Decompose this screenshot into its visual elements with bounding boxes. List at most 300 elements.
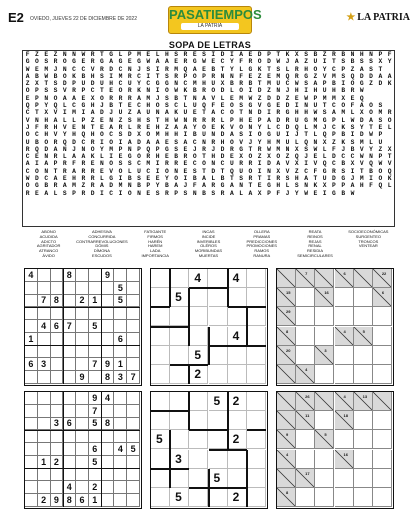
sudoku-cell[interactable]: 6 <box>25 358 38 371</box>
puzzle-cell[interactable] <box>247 269 266 288</box>
answer-cell[interactable] <box>373 450 392 469</box>
answer-cell[interactable] <box>335 430 354 449</box>
puzzle-cell[interactable] <box>247 411 266 430</box>
sudoku-cell[interactable]: 9 <box>51 494 64 507</box>
puzzle-cell[interactable] <box>209 288 228 307</box>
wordsearch-letter: C <box>146 167 151 175</box>
answer-cell[interactable] <box>354 411 373 430</box>
answer-cell[interactable] <box>296 488 315 507</box>
answer-cell[interactable] <box>296 450 315 469</box>
sudoku-cell[interactable]: 1 <box>25 333 38 346</box>
answer-cell[interactable] <box>373 346 392 365</box>
sudoku-cell[interactable] <box>114 481 127 494</box>
sudoku-cell[interactable] <box>51 282 64 295</box>
puzzle-cell[interactable] <box>170 269 189 288</box>
sudoku-cell[interactable] <box>63 405 76 418</box>
sudoku-cell[interactable] <box>51 469 64 482</box>
answer-cell[interactable] <box>354 469 373 488</box>
wordsearch-letter: E <box>229 94 234 102</box>
sudoku-cell[interactable] <box>127 333 140 346</box>
sudoku-cell[interactable] <box>102 320 115 333</box>
answer-cell[interactable] <box>296 327 315 346</box>
wordsearch-letter: O <box>229 102 234 110</box>
puzzle-cell[interactable] <box>151 450 170 469</box>
sudoku-cell[interactable] <box>63 333 76 346</box>
wordsearch-letter: T <box>155 72 160 80</box>
sudoku-cell[interactable] <box>38 371 51 384</box>
sudoku-cell[interactable] <box>25 494 38 507</box>
wordsearch-letter: S <box>341 72 346 80</box>
puzzle-cell[interactable] <box>209 346 228 365</box>
puzzle-cell[interactable] <box>170 392 189 411</box>
wordsearch-letter: R <box>25 145 30 153</box>
answer-cell[interactable] <box>373 365 392 384</box>
sudoku-cell[interactable] <box>63 392 76 405</box>
sudoku-cell[interactable]: 4 <box>25 269 38 282</box>
sudoku-cell[interactable] <box>102 346 115 359</box>
wordsearch-letter: E <box>248 116 253 124</box>
sudoku-cell[interactable]: 5 <box>114 295 127 308</box>
sudoku-cell[interactable]: 2 <box>89 481 102 494</box>
wordsearch-letter: N <box>304 182 308 190</box>
wordsearch-letter: D <box>220 87 225 95</box>
given-number: 5 <box>175 290 182 305</box>
sudoku-cell[interactable]: 1 <box>89 295 102 308</box>
sudoku-cell[interactable] <box>76 333 89 346</box>
puzzle-cell[interactable] <box>189 411 208 430</box>
sudoku-cell[interactable] <box>127 269 140 282</box>
answer-cell[interactable] <box>296 307 315 326</box>
puzzle-cell[interactable] <box>209 327 228 346</box>
sudoku-cell[interactable] <box>25 307 38 320</box>
sudoku-cell[interactable]: 5 <box>114 282 127 295</box>
sudoku-cell[interactable]: 8 <box>63 269 76 282</box>
sudoku-cell[interactable] <box>76 443 89 456</box>
sudoku-cell[interactable]: 8 <box>63 494 76 507</box>
answer-cell[interactable] <box>354 365 373 384</box>
sudoku-cell[interactable] <box>38 469 51 482</box>
wordsearch-letter: O <box>229 138 234 146</box>
sudoku-cell[interactable] <box>63 358 76 371</box>
clue-number: 4 <box>343 328 346 334</box>
puzzle-cell[interactable] <box>151 327 170 346</box>
sudoku-cell[interactable] <box>63 282 76 295</box>
sudoku-cell[interactable]: 3 <box>38 358 51 371</box>
puzzle-cell[interactable] <box>151 392 170 411</box>
answer-cell[interactable] <box>354 430 373 449</box>
sudoku-cell[interactable] <box>25 443 38 456</box>
sudoku-cell[interactable] <box>51 430 64 443</box>
sudoku-cell[interactable] <box>25 456 38 469</box>
sudoku-cell[interactable] <box>127 358 140 371</box>
sudoku-cell[interactable] <box>102 295 115 308</box>
sudoku-cell[interactable] <box>63 456 76 469</box>
sudoku-cell[interactable] <box>51 481 64 494</box>
answer-cell[interactable] <box>335 346 354 365</box>
sudoku-cell[interactable] <box>114 307 127 320</box>
wordsearch-letter: U <box>202 131 206 139</box>
sudoku-cell[interactable] <box>38 307 51 320</box>
wordsearch-letter: C <box>332 123 336 131</box>
sudoku-cell[interactable] <box>63 430 76 443</box>
sudoku-cell[interactable]: 5 <box>89 418 102 431</box>
puzzle-cell[interactable] <box>247 365 266 384</box>
puzzle-cell[interactable] <box>228 288 247 307</box>
wordsearch-letter: Y <box>44 102 49 110</box>
sudoku-cell[interactable]: 2 <box>76 295 89 308</box>
wordsearch-letter: B <box>35 138 39 146</box>
sudoku-cell[interactable] <box>102 494 115 507</box>
answer-cell[interactable] <box>335 307 354 326</box>
sudoku-cell[interactable] <box>102 307 115 320</box>
sudoku-cell[interactable] <box>51 392 64 405</box>
sudoku-cell[interactable] <box>76 320 89 333</box>
sudoku-cell[interactable]: 6 <box>89 443 102 456</box>
sudoku-cell[interactable]: 4 <box>102 392 115 405</box>
answer-cell[interactable] <box>373 469 392 488</box>
sudoku-cell[interactable]: 9 <box>76 371 89 384</box>
puzzle-cell[interactable] <box>151 488 170 507</box>
region-wall <box>209 345 267 347</box>
sudoku-cell[interactable] <box>89 346 102 359</box>
sudoku-cell[interactable]: 4 <box>114 443 127 456</box>
sudoku-cell[interactable] <box>51 333 64 346</box>
clue-cell <box>277 411 296 430</box>
sudoku-cell[interactable] <box>127 282 140 295</box>
answer-cell[interactable] <box>315 469 334 488</box>
wordsearch-letter: G <box>267 131 271 139</box>
sudoku-cell[interactable] <box>127 456 140 469</box>
sudoku-cell[interactable] <box>25 418 38 431</box>
sudoku-cell[interactable] <box>127 430 140 443</box>
sudoku-cell[interactable] <box>76 418 89 431</box>
sudoku-cell[interactable] <box>114 405 127 418</box>
sudoku-cell[interactable]: 6 <box>51 320 64 333</box>
sudoku-cell[interactable] <box>89 333 102 346</box>
puzzle-cell[interactable] <box>151 269 170 288</box>
puzzle-cell[interactable] <box>228 469 247 488</box>
sudoku-cell[interactable] <box>63 307 76 320</box>
sudoku-cell[interactable] <box>25 320 38 333</box>
puzzle-cell[interactable] <box>189 392 208 411</box>
sudoku-cell[interactable] <box>114 456 127 469</box>
puzzle-cell[interactable] <box>247 346 266 365</box>
sudoku-cell[interactable] <box>25 371 38 384</box>
sudoku-cell[interactable] <box>76 456 89 469</box>
sudoku-cell[interactable]: 7 <box>38 295 51 308</box>
sudoku-cell[interactable]: 6 <box>76 494 89 507</box>
sudoku-cell[interactable]: 4 <box>38 320 51 333</box>
wordsearch-letter: N <box>369 51 373 58</box>
puzzle-cell[interactable] <box>247 450 266 469</box>
answer-cell[interactable] <box>315 327 334 346</box>
answer-cell[interactable] <box>315 450 334 469</box>
sudoku-cell[interactable] <box>63 469 76 482</box>
sudoku-cell[interactable] <box>127 295 140 308</box>
wordsearch-letter: O <box>109 160 114 168</box>
sudoku-cell[interactable] <box>102 333 115 346</box>
puzzle-cell[interactable] <box>209 430 228 449</box>
puzzle-cell[interactable] <box>228 307 247 326</box>
wordsearch-letter: M <box>118 182 123 190</box>
sudoku-cell[interactable] <box>38 418 51 431</box>
sudoku-cell[interactable]: 1 <box>89 494 102 507</box>
answer-cell[interactable] <box>373 307 392 326</box>
sudoku-cell[interactable]: 8 <box>102 418 115 431</box>
answer-cell[interactable] <box>373 430 392 449</box>
puzzle-cell[interactable] <box>151 469 170 488</box>
sudoku-cell[interactable] <box>38 333 51 346</box>
sudoku-cell[interactable]: 7 <box>89 358 102 371</box>
sudoku-cell[interactable]: 5 <box>127 443 140 456</box>
sudoku-cell[interactable]: 1 <box>38 456 51 469</box>
wordsearch-letter: Z <box>285 153 290 161</box>
sudoku-cell[interactable] <box>114 346 127 359</box>
sudoku-cell[interactable] <box>38 269 51 282</box>
sudoku-cell[interactable] <box>114 392 127 405</box>
sudoku-cell[interactable] <box>38 481 51 494</box>
sudoku-cell[interactable] <box>76 307 89 320</box>
answer-cell[interactable] <box>315 488 334 507</box>
answer-cell[interactable] <box>354 450 373 469</box>
sudoku-cell[interactable] <box>63 443 76 456</box>
puzzle-cell[interactable] <box>247 430 266 449</box>
sudoku-cell[interactable] <box>102 430 115 443</box>
puzzle-cell[interactable] <box>189 327 208 346</box>
sudoku-cell[interactable] <box>25 430 38 443</box>
sudoku-cell[interactable] <box>63 346 76 359</box>
sudoku-cell[interactable]: 3 <box>114 371 127 384</box>
sudoku-cell[interactable]: 9 <box>89 392 102 405</box>
sudoku-cell[interactable] <box>76 358 89 371</box>
puzzle-cell[interactable] <box>228 365 247 384</box>
sudoku-cell[interactable] <box>102 456 115 469</box>
sudoku-cell[interactable] <box>25 405 38 418</box>
sudoku-cell[interactable]: 7 <box>89 405 102 418</box>
sudoku-cell[interactable]: 5 <box>89 456 102 469</box>
puzzle-cell[interactable] <box>151 365 170 384</box>
puzzle-cell[interactable] <box>189 488 208 507</box>
puzzle-cell[interactable] <box>189 469 208 488</box>
puzzle-cell[interactable] <box>209 365 228 384</box>
answer-cell[interactable] <box>354 288 373 307</box>
sudoku-cell[interactable] <box>114 430 127 443</box>
wordsearch-letter: S <box>304 80 308 88</box>
wordsearch-letter: E <box>276 102 281 110</box>
puzzle-cell[interactable] <box>209 269 228 288</box>
wordsearch-letter: S <box>341 167 346 175</box>
puzzle-cell[interactable] <box>247 392 266 411</box>
sudoku-cell[interactable] <box>51 346 64 359</box>
wordsearch-row <box>23 190 394 197</box>
sudoku-cell[interactable] <box>51 307 64 320</box>
sudoku-cell[interactable]: 2 <box>51 456 64 469</box>
sudoku-cell[interactable] <box>51 358 64 371</box>
sudoku-cell[interactable] <box>38 405 51 418</box>
answer-cell[interactable] <box>354 346 373 365</box>
sudoku-cell[interactable] <box>25 282 38 295</box>
wordsearch-letter: U <box>313 58 318 66</box>
puzzle-cell[interactable] <box>189 288 208 307</box>
puzzle-cell[interactable] <box>170 346 189 365</box>
sudoku-cell[interactable] <box>63 371 76 384</box>
answer-cell[interactable] <box>315 307 334 326</box>
sudoku-cell[interactable] <box>102 469 115 482</box>
puzzle-cell[interactable] <box>247 307 266 326</box>
wordsearch-letter: D <box>62 80 67 88</box>
sudoku-cell[interactable] <box>89 269 102 282</box>
sudoku-cell[interactable] <box>127 320 140 333</box>
sudoku-cell[interactable] <box>38 430 51 443</box>
sudoku-cell[interactable] <box>76 269 89 282</box>
puzzle-cell[interactable] <box>247 488 266 507</box>
answer-cell[interactable] <box>354 307 373 326</box>
sudoku-cell[interactable] <box>127 418 140 431</box>
puzzle-cell[interactable] <box>189 450 208 469</box>
sudoku-cell[interactable] <box>102 481 115 494</box>
wordsearch-letter: O <box>257 58 262 66</box>
sudoku-cell[interactable]: 7 <box>63 320 76 333</box>
answer-cell[interactable] <box>315 365 334 384</box>
puzzle-cell[interactable] <box>247 288 266 307</box>
sudoku-cell[interactable]: 9 <box>102 358 115 371</box>
puzzle-cell[interactable] <box>228 346 247 365</box>
wordsearch-letter: O <box>341 102 346 110</box>
sudoku-cell[interactable] <box>89 371 102 384</box>
answer-cell[interactable] <box>315 411 334 430</box>
puzzle-cell[interactable] <box>170 327 189 346</box>
puzzle-cell[interactable] <box>209 488 228 507</box>
sudoku-cell[interactable] <box>127 405 140 418</box>
answer-cell[interactable] <box>296 288 315 307</box>
sudoku-cell[interactable] <box>25 346 38 359</box>
wordsearch-letter <box>366 87 375 94</box>
answer-cell[interactable] <box>373 411 392 430</box>
puzzle-cell[interactable] <box>170 469 189 488</box>
sudoku-cell[interactable] <box>76 405 89 418</box>
sudoku-cell[interactable] <box>89 469 102 482</box>
sudoku-cell[interactable] <box>76 346 89 359</box>
sudoku-cell[interactable]: 7 <box>127 371 140 384</box>
sudoku-cell[interactable]: 6 <box>114 333 127 346</box>
sudoku-cell[interactable] <box>76 481 89 494</box>
sudoku-cell[interactable] <box>51 405 64 418</box>
wordsearch-letter: A <box>276 160 281 168</box>
sudoku-cell[interactable] <box>102 282 115 295</box>
puzzle-cell[interactable] <box>151 307 170 326</box>
puzzle-cell[interactable] <box>209 411 228 430</box>
puzzle-cell[interactable] <box>151 346 170 365</box>
wordsearch-letter: R <box>127 87 132 95</box>
wordsearch-letter: X <box>294 145 299 153</box>
sudoku-cell[interactable] <box>76 469 89 482</box>
puzzle-cell[interactable] <box>170 365 189 384</box>
puzzle-cell[interactable] <box>228 411 247 430</box>
sudoku-cell[interactable] <box>114 418 127 431</box>
puzzle-cell[interactable] <box>228 450 247 469</box>
puzzle-cell[interactable] <box>189 307 208 326</box>
answer-cell[interactable] <box>373 488 392 507</box>
sudoku-cell[interactable] <box>89 430 102 443</box>
sudoku-cell[interactable]: 8 <box>102 371 115 384</box>
puzzle-cell[interactable] <box>170 411 189 430</box>
clue-number: 5 <box>362 328 365 334</box>
puzzle-cell[interactable] <box>209 450 228 469</box>
sudoku-cell[interactable]: 1 <box>114 358 127 371</box>
sudoku-cell[interactable] <box>38 282 51 295</box>
answer-cell[interactable] <box>335 469 354 488</box>
answer-cell[interactable] <box>296 346 315 365</box>
puzzle-cell[interactable] <box>151 288 170 307</box>
sudoku-cell[interactable] <box>114 494 127 507</box>
sudoku-cell[interactable] <box>89 282 102 295</box>
answer-cell[interactable] <box>354 488 373 507</box>
sudoku-cell[interactable]: 3 <box>51 418 64 431</box>
sudoku-cell[interactable] <box>127 346 140 359</box>
sudoku-cell[interactable] <box>76 282 89 295</box>
sudoku-cell[interactable] <box>38 346 51 359</box>
answer-cell[interactable] <box>296 430 315 449</box>
sudoku-cell[interactable]: 9 <box>102 269 115 282</box>
wordsearch-letter: H <box>164 51 169 58</box>
answer-cell[interactable] <box>335 365 354 384</box>
sudoku-cell[interactable] <box>25 392 38 405</box>
sudoku-cell[interactable] <box>127 494 140 507</box>
sudoku-cell[interactable] <box>127 469 140 482</box>
sudoku-cell[interactable]: 5 <box>89 320 102 333</box>
puzzle-cell[interactable] <box>189 430 208 449</box>
puzzle-cell[interactable] <box>170 307 189 326</box>
wordsearch-letter: K <box>285 51 290 58</box>
wordsearch-letter: H <box>294 87 299 95</box>
sudoku-cell[interactable] <box>51 371 64 384</box>
answer-cell[interactable] <box>373 327 392 346</box>
sudoku-cell[interactable] <box>63 295 76 308</box>
sudoku-cell[interactable] <box>51 269 64 282</box>
sudoku-cell[interactable] <box>38 443 51 456</box>
answer-cell[interactable] <box>335 288 354 307</box>
sudoku-cell[interactable] <box>127 392 140 405</box>
sudoku-cell[interactable] <box>51 443 64 456</box>
puzzle-cell[interactable] <box>247 469 266 488</box>
sudoku-cell[interactable] <box>25 481 38 494</box>
sudoku-cell[interactable]: 6 <box>63 418 76 431</box>
sudoku-cell[interactable]: 4 <box>63 481 76 494</box>
sudoku-cell[interactable] <box>76 430 89 443</box>
answer-cell[interactable] <box>335 488 354 507</box>
sudoku-cell[interactable] <box>127 307 140 320</box>
sudoku-cell[interactable] <box>102 443 115 456</box>
sudoku-cell[interactable] <box>102 405 115 418</box>
sudoku-cell[interactable] <box>38 392 51 405</box>
wordsearch-letter: H <box>276 182 281 190</box>
sudoku-cell[interactable] <box>25 469 38 482</box>
sudoku-cell[interactable] <box>114 469 127 482</box>
wordsearch-letter: P <box>137 145 141 153</box>
sudoku-cell[interactable] <box>76 392 89 405</box>
sudoku-cell[interactable] <box>127 481 140 494</box>
sudoku-cell[interactable]: 8 <box>51 295 64 308</box>
sudoku-cell[interactable] <box>114 320 127 333</box>
sudoku-cell[interactable] <box>114 269 127 282</box>
puzzle-cell[interactable] <box>170 430 189 449</box>
puzzle-cell[interactable] <box>247 327 266 346</box>
sudoku-cell[interactable] <box>25 295 38 308</box>
sudoku-cell[interactable]: 2 <box>38 494 51 507</box>
puzzle-cell[interactable] <box>151 411 170 430</box>
sudoku-cell[interactable] <box>89 307 102 320</box>
puzzle-cell[interactable] <box>209 307 228 326</box>
